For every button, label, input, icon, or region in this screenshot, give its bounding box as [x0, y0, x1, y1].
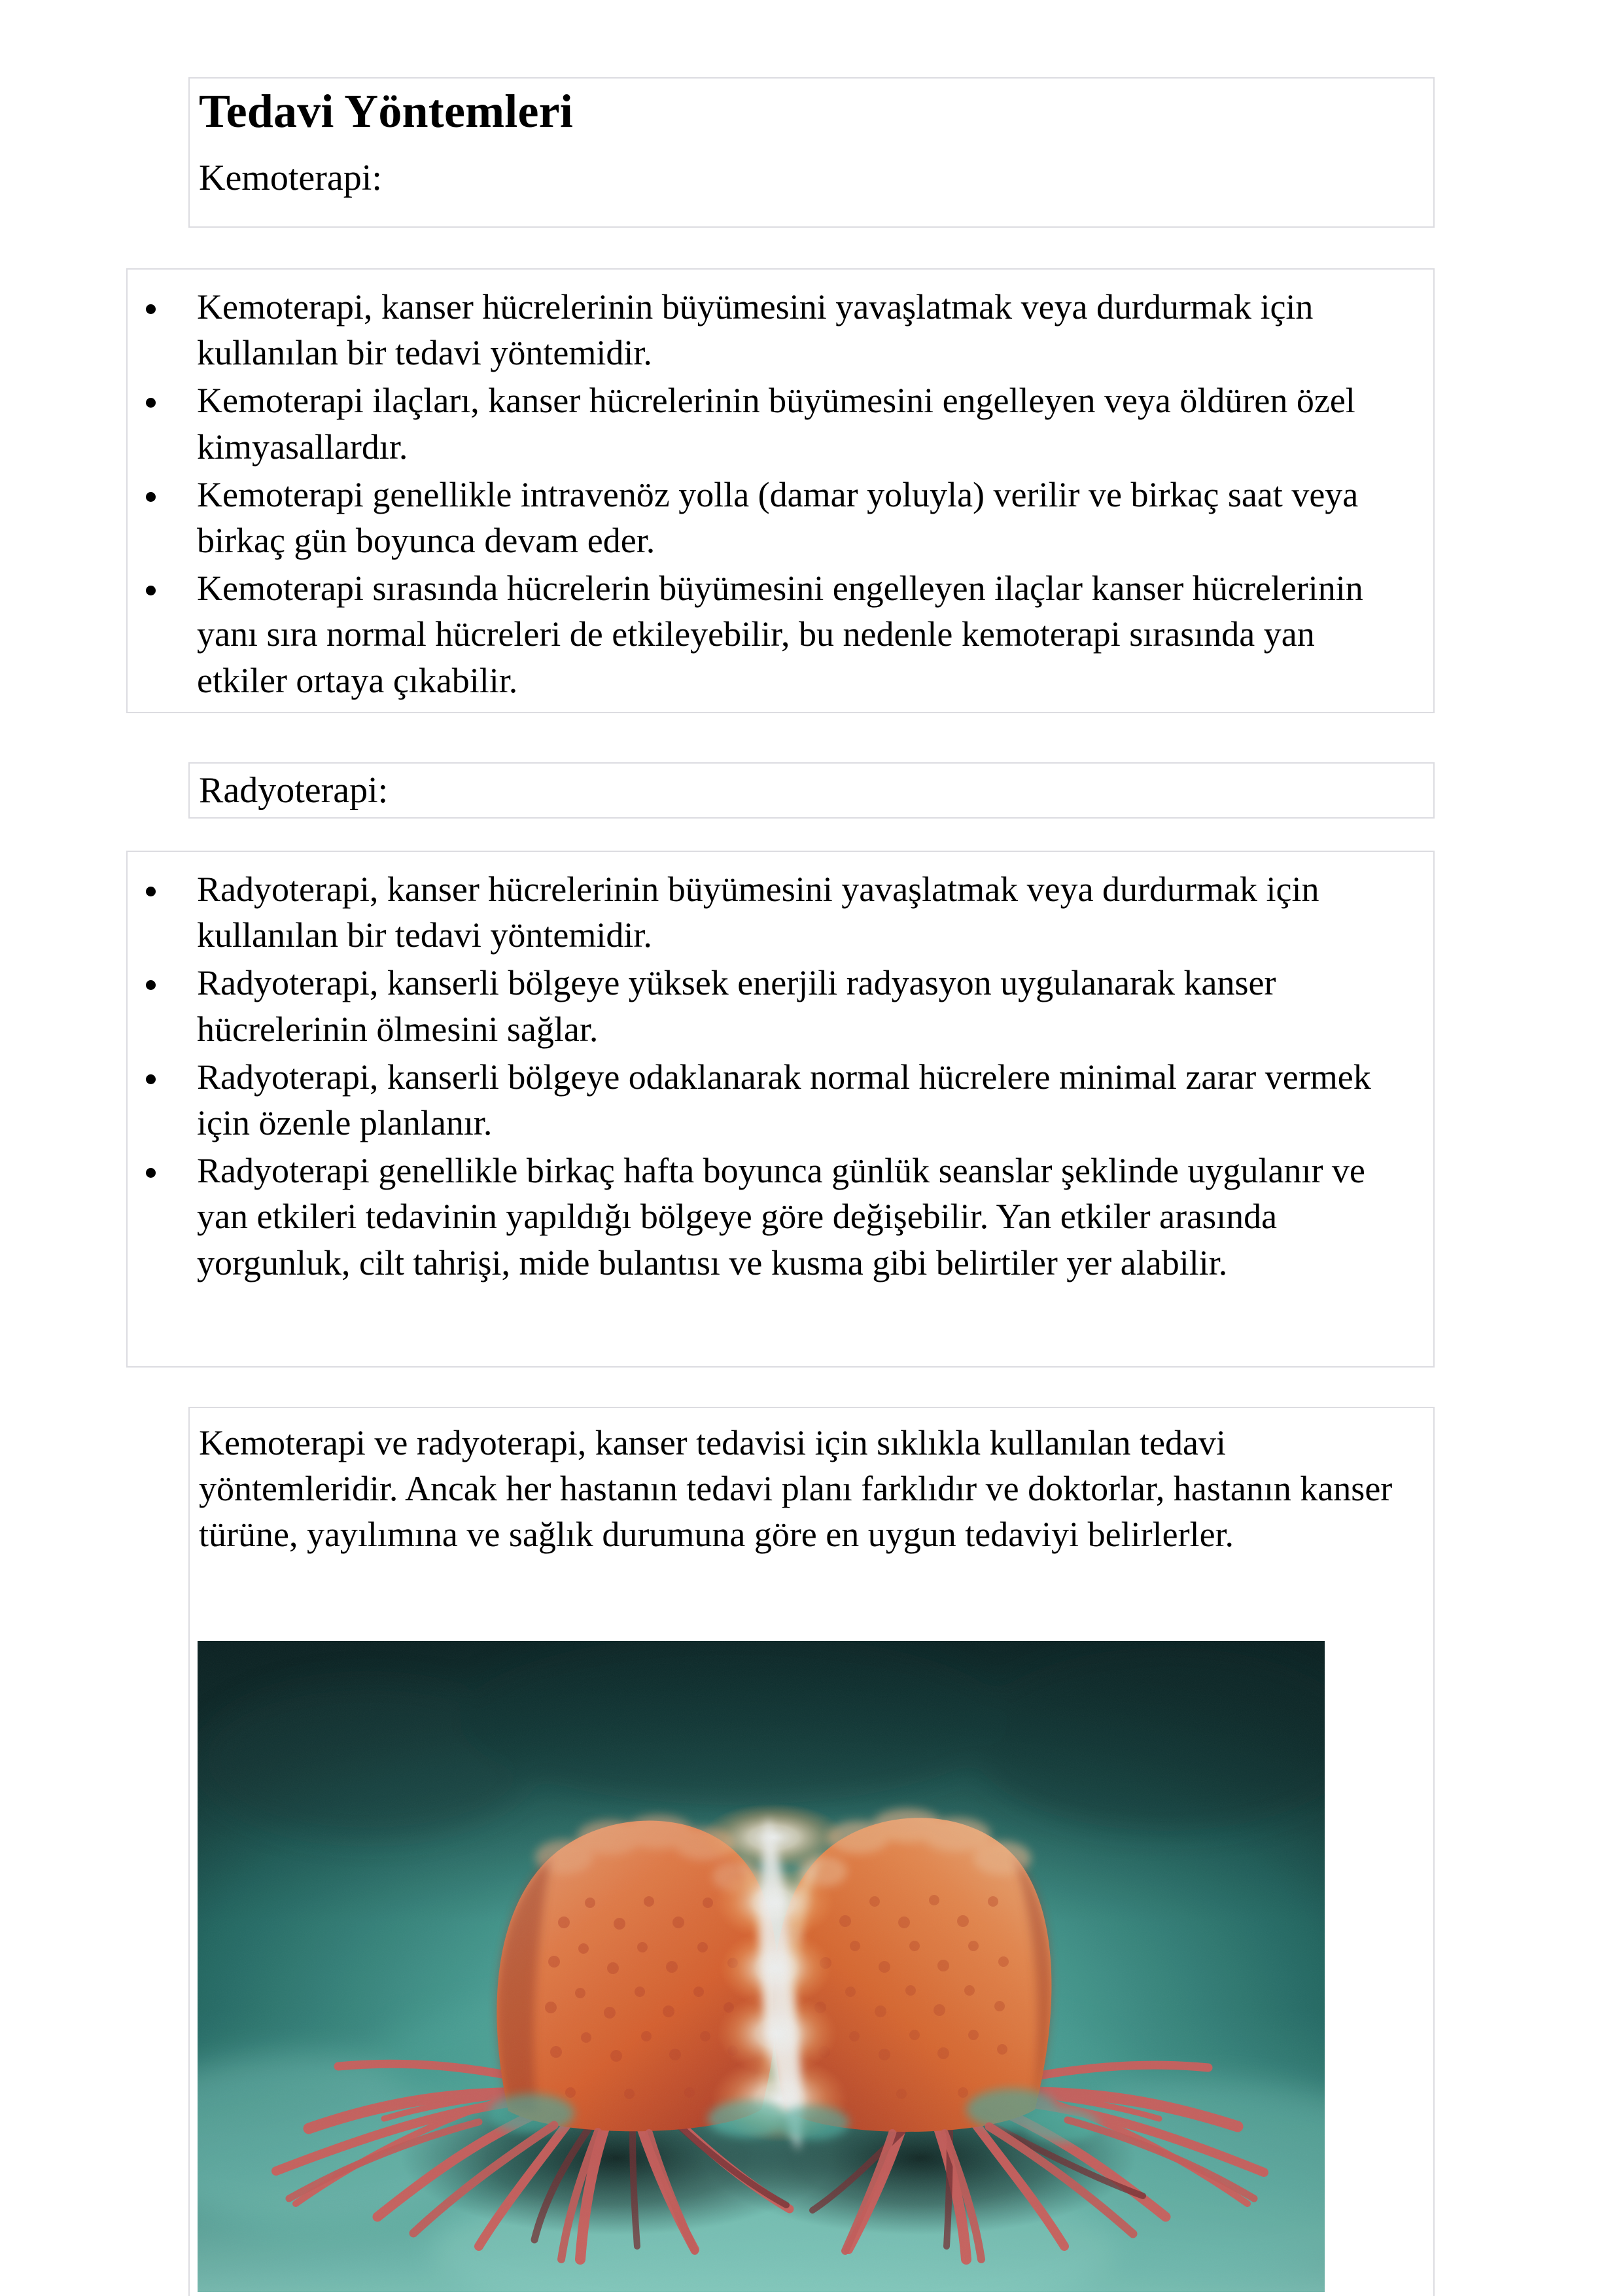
kemoterapi-bullet-list [128, 270, 1433, 703]
list-item: Radyoterapi, kanser hücrelerinin büyümesini yavaşlatmak veya durdurmak için kullanılan bir tedavi yöntemidir. [128, 866, 1433, 958]
cancer-cells-dividing-illustration [198, 1641, 1325, 2292]
page-title: Tedavi Yöntemleri [199, 85, 574, 137]
radyoterapi-bullet-block [126, 851, 1435, 1368]
cancer-cells-image [198, 1641, 1325, 2292]
list-item: Radyoterapi, kanserli bölgeye odaklanarak normal hücrelere minimal zarar vermek için özenle planlanır. [128, 1054, 1433, 1146]
radyoterapi-heading-block [188, 762, 1435, 819]
list-item: Radyoterapi, kanserli bölgeye yüksek enerjili radyasyon uygulanarak kanser hücrelerinin ölmesini sağlar. [128, 960, 1433, 1051]
closing-paragraph-block [188, 1407, 1435, 2296]
radyoterapi-bullet-list [128, 852, 1433, 1286]
closing-paragraph: Kemoterapi ve radyoterapi, kanser tedavisi için sıklıkla kullanılan tedavi yöntemleridir. Ancak her hastanın tedavi planı farklıdır ve doktorlar, hastanın kanser türüne, yayılımına ve sağlık durumuna göre en uygun tedaviyi belirlerler. [199, 1423, 1393, 1555]
list-item: Kemoterapi genellikle intravenöz yolla (damar yoluyla) verilir ve birkaç saat veya birkaç gün boyunca devam eder. [128, 472, 1433, 563]
list-item: Kemoterapi, kanser hücrelerinin büyümesini yavaşlatmak veya durdurmak için kullanılan bir tedavi yöntemidir. [128, 284, 1433, 376]
title-heading-block [188, 77, 1435, 228]
section-heading-kemoterapi: Kemoterapi: [199, 158, 382, 199]
kemoterapi-bullet-block [126, 268, 1435, 713]
list-item: Kemoterapi sırasında hücrelerin büyümesini engelleyen ilaçlar kanser hücrelerinin yanı sıra normal hücreleri de etkileyebilir, bu nedenle kemoterapi sırasında yan etkiler ortaya çıkabilir. [128, 565, 1433, 703]
list-item: Radyoterapi genellikle birkaç hafta boyunca günlük seanslar şeklinde uygulanır ve yan etkileri tedavinin yapıldığı bölgeye göre değişebilir. Yan etkiler arasında yorgunluk, cilt tahrişi, mide bulantısı ve kusma gibi belirtiler yer alabilir. [128, 1148, 1433, 1286]
list-item: Kemoterapi ilaçları, kanser hücrelerinin büyümesini engelleyen veya öldüren özel kimyasallardır. [128, 378, 1433, 469]
section-heading-radyoterapi: Radyoterapi: [199, 770, 389, 811]
